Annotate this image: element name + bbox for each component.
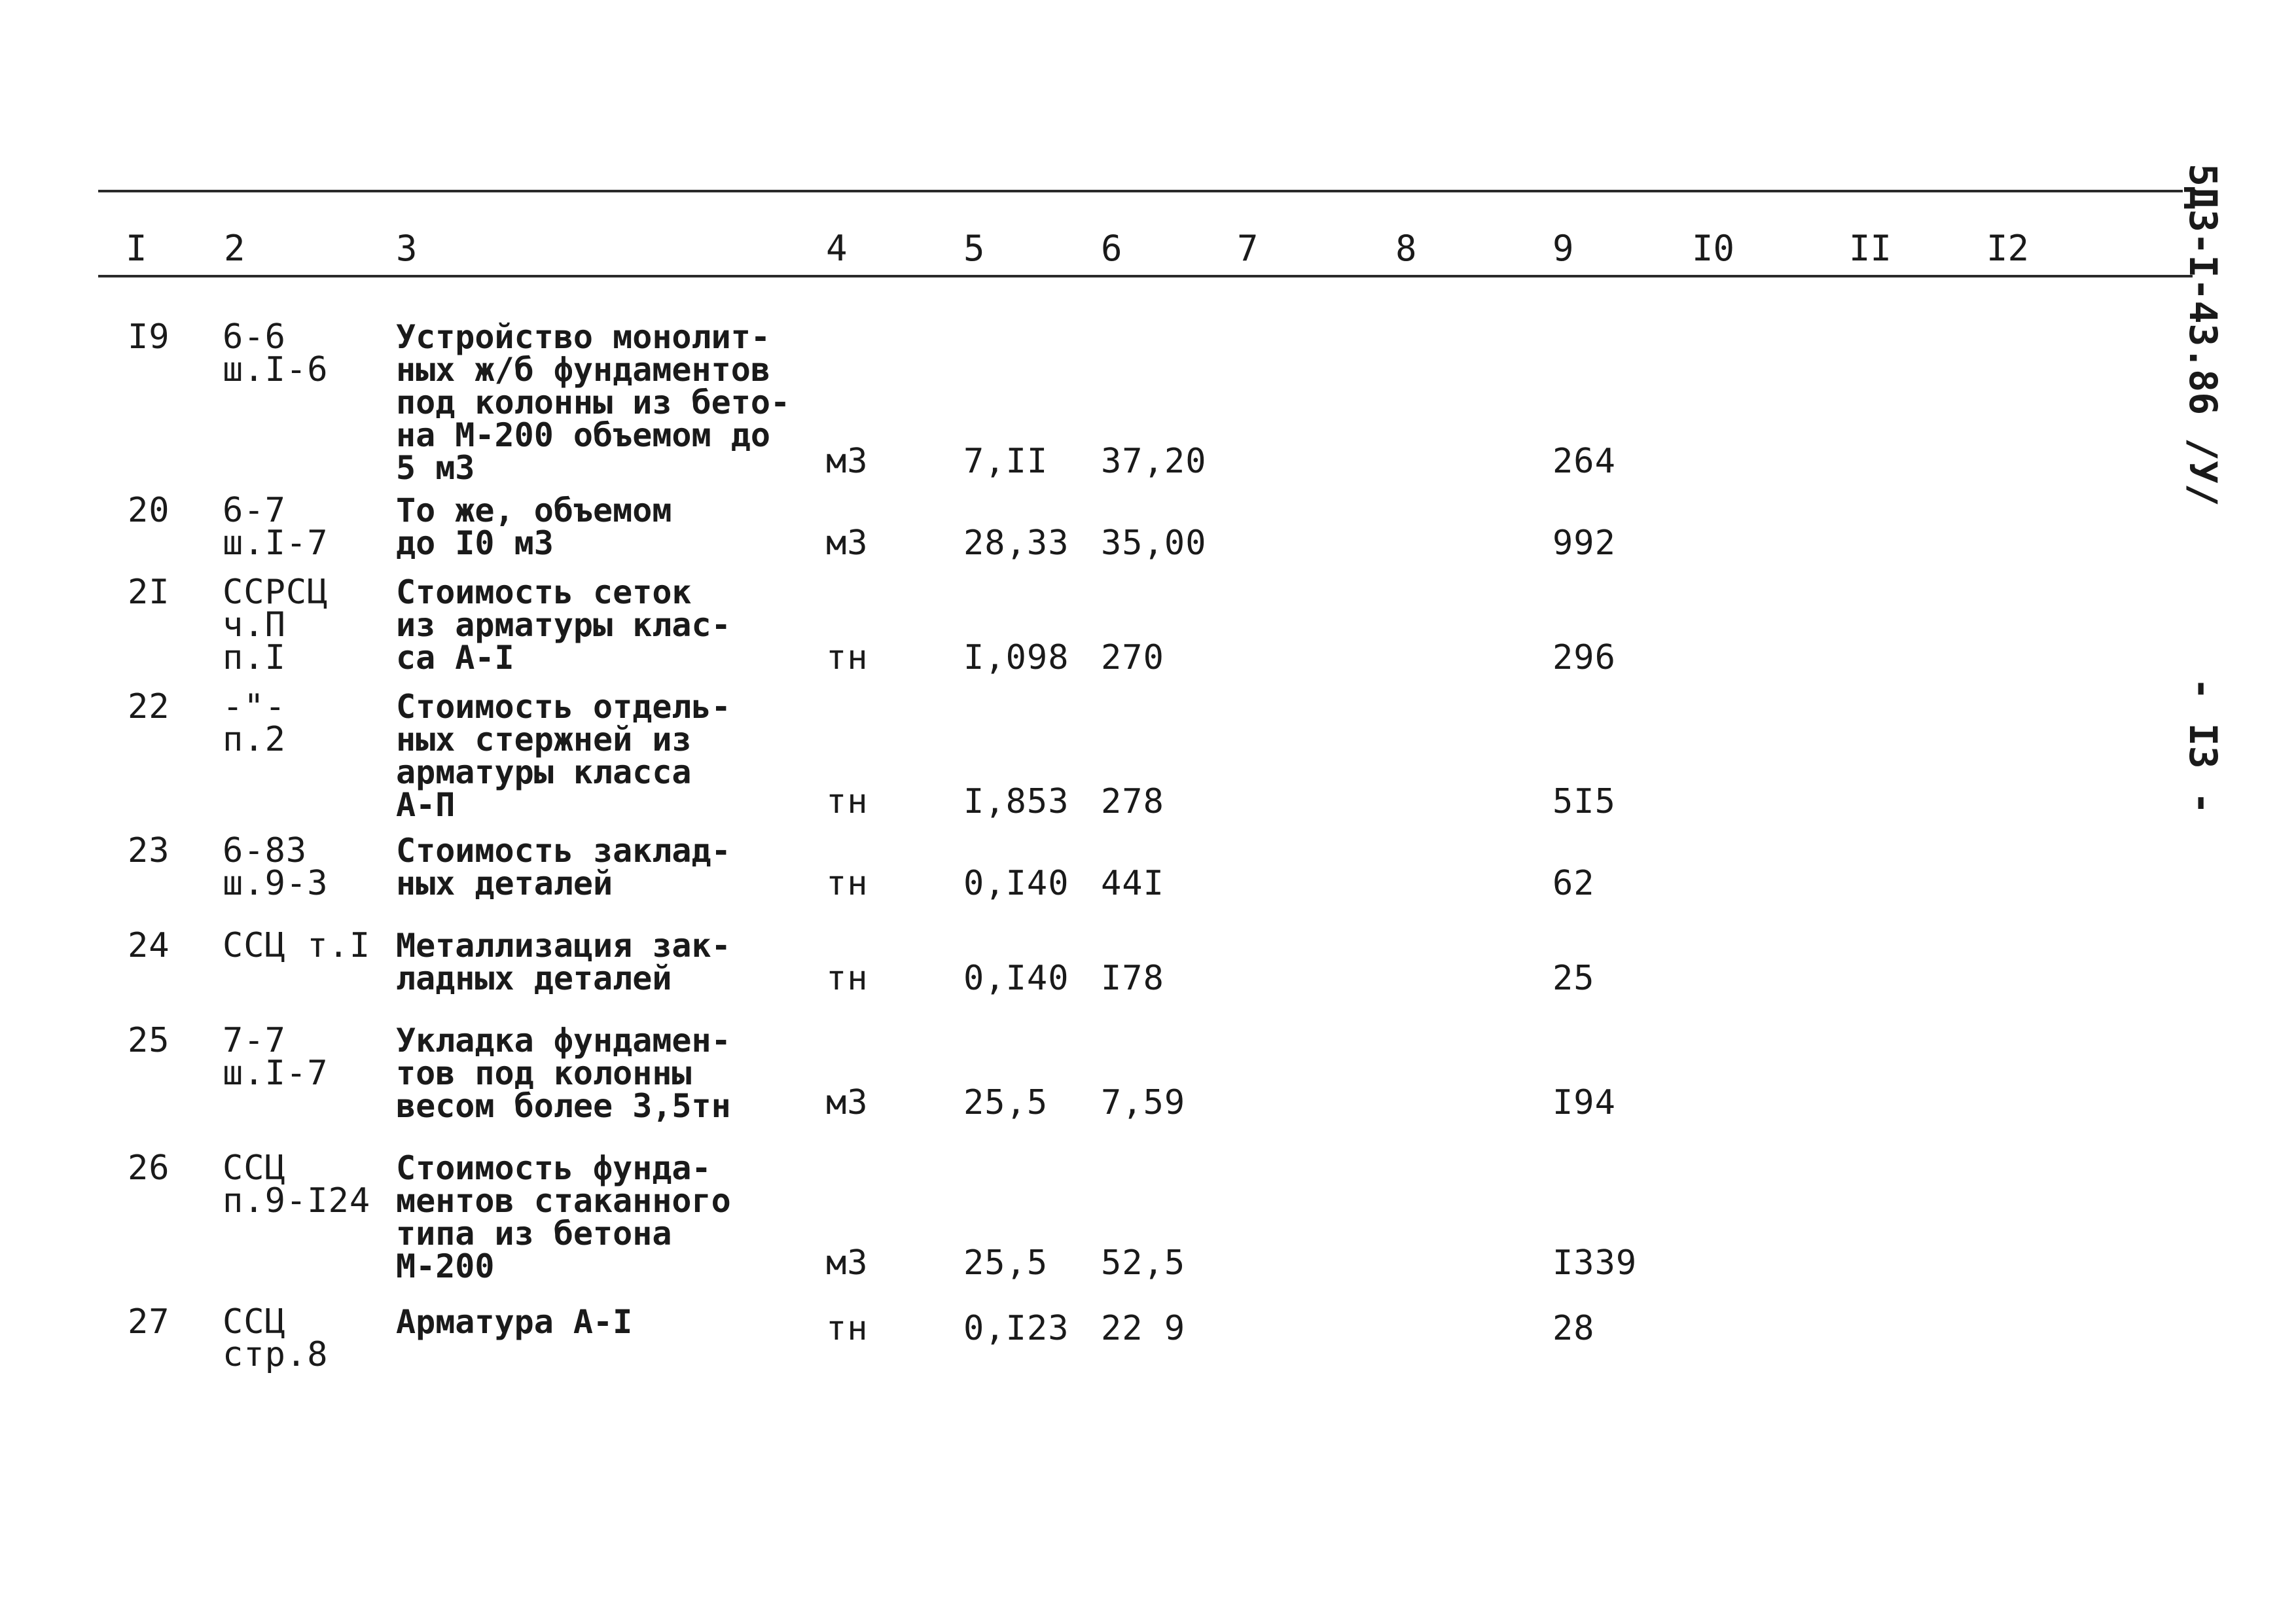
col-header-10: I0 [1692,228,1735,269]
unit: тн [826,638,869,677]
quantity: 0,I40 [963,959,1069,998]
norm-code: -"- п.2 [223,687,286,759]
row-number: 22 [128,687,170,726]
unit: м3 [826,1083,869,1122]
quantity: I,853 [963,782,1069,821]
norm-code: ССЦ п.9-I24 [223,1149,371,1221]
col-header-9: 9 [1552,228,1574,269]
document-code: 5ДЗ-I-43.86 /У/ [2181,164,2225,507]
work-description: Арматура А-I [396,1303,633,1341]
row-number: 26 [128,1149,170,1188]
quantity: 28,33 [963,524,1069,563]
top-rule [98,190,2183,192]
unit-price: 37,20 [1101,442,1207,481]
unit-price: 7,59 [1101,1083,1186,1122]
col-header-12: I2 [1986,228,2030,269]
page-number: - I3 - [2181,677,2225,815]
work-description: Стоимость фунда- ментов стаканного типа из бетона М-200 [396,1149,731,1285]
col-header-11: II [1849,228,1892,269]
header-rule [98,275,2193,277]
col-header-6: 6 [1101,228,1122,269]
col-header-3: 3 [396,228,418,269]
col-header-8: 8 [1395,228,1417,269]
row-number: 27 [128,1302,170,1342]
quantity: 7,II [963,442,1049,481]
total-cost: I94 [1552,1083,1616,1122]
col-header-7: 7 [1237,228,1259,269]
total-cost: 264 [1552,442,1616,481]
quantity: 25,5 [963,1243,1049,1283]
unit-price: 52,5 [1101,1243,1186,1283]
quantity: 0,I40 [963,864,1069,903]
row-number: 20 [128,491,170,530]
norm-code: 6-7 ш.I-7 [223,491,329,563]
unit: м3 [826,1243,869,1283]
unit: тн [826,959,869,998]
col-header-4: 4 [826,228,848,269]
total-cost: 62 [1552,864,1595,903]
norm-code: ССРСЦ ч.П п.I [223,573,329,677]
total-cost: 25 [1552,959,1595,998]
quantity: 0,I23 [963,1309,1069,1348]
row-number: 24 [128,926,170,965]
unit-price: 35,00 [1101,524,1207,563]
col-header-1: I [126,228,147,269]
quantity: I,098 [963,638,1069,677]
row-number: 25 [128,1021,170,1060]
norm-code: 6-6 ш.I-6 [223,317,329,389]
row-number: 23 [128,831,170,870]
work-description: Устройство монолит- ных ж/б фундаментов под колонны из бето- на М-200 объемом до 5 м3 [396,318,791,487]
work-description: Стоимость сеток из арматуры клас- са А-I [396,573,731,677]
work-description: Металлизация зак- ладных деталей [396,927,731,997]
total-cost: 28 [1552,1309,1595,1348]
col-header-5: 5 [963,228,985,269]
norm-code: 7-7 ш.I-7 [223,1021,329,1093]
total-cost: 296 [1552,638,1616,677]
unit-price: 270 [1101,638,1164,677]
work-description: Стоимость отдель- ных стержней из арматуры класса А-П [396,688,731,824]
total-cost: 5I5 [1552,782,1616,821]
norm-code: 6-83 ш.9-3 [223,831,329,903]
work-description: Укладка фундамен- тов под колонны весом более 3,5тн [396,1022,731,1125]
unit-price: 278 [1101,782,1164,821]
work-description: Стоимость заклад- ных деталей [396,832,731,902]
quantity: 25,5 [963,1083,1049,1122]
unit: тн [826,782,869,821]
unit-price: I78 [1101,959,1164,998]
unit: тн [826,1309,869,1348]
norm-code: ССЦ т.I [223,926,371,965]
work-description: То же, объемом до I0 м3 [396,491,672,562]
total-cost: 992 [1552,524,1616,563]
col-header-2: 2 [224,228,245,269]
unit: м3 [826,442,869,481]
norm-code: ССЦ стр.8 [223,1302,329,1374]
unit: тн [826,864,869,903]
row-number: 2I [128,573,170,612]
total-cost: I339 [1552,1243,1638,1283]
unit-price: 44I [1101,864,1164,903]
row-number: I9 [128,317,170,357]
unit-price: 22 9 [1101,1309,1186,1348]
unit: м3 [826,524,869,563]
